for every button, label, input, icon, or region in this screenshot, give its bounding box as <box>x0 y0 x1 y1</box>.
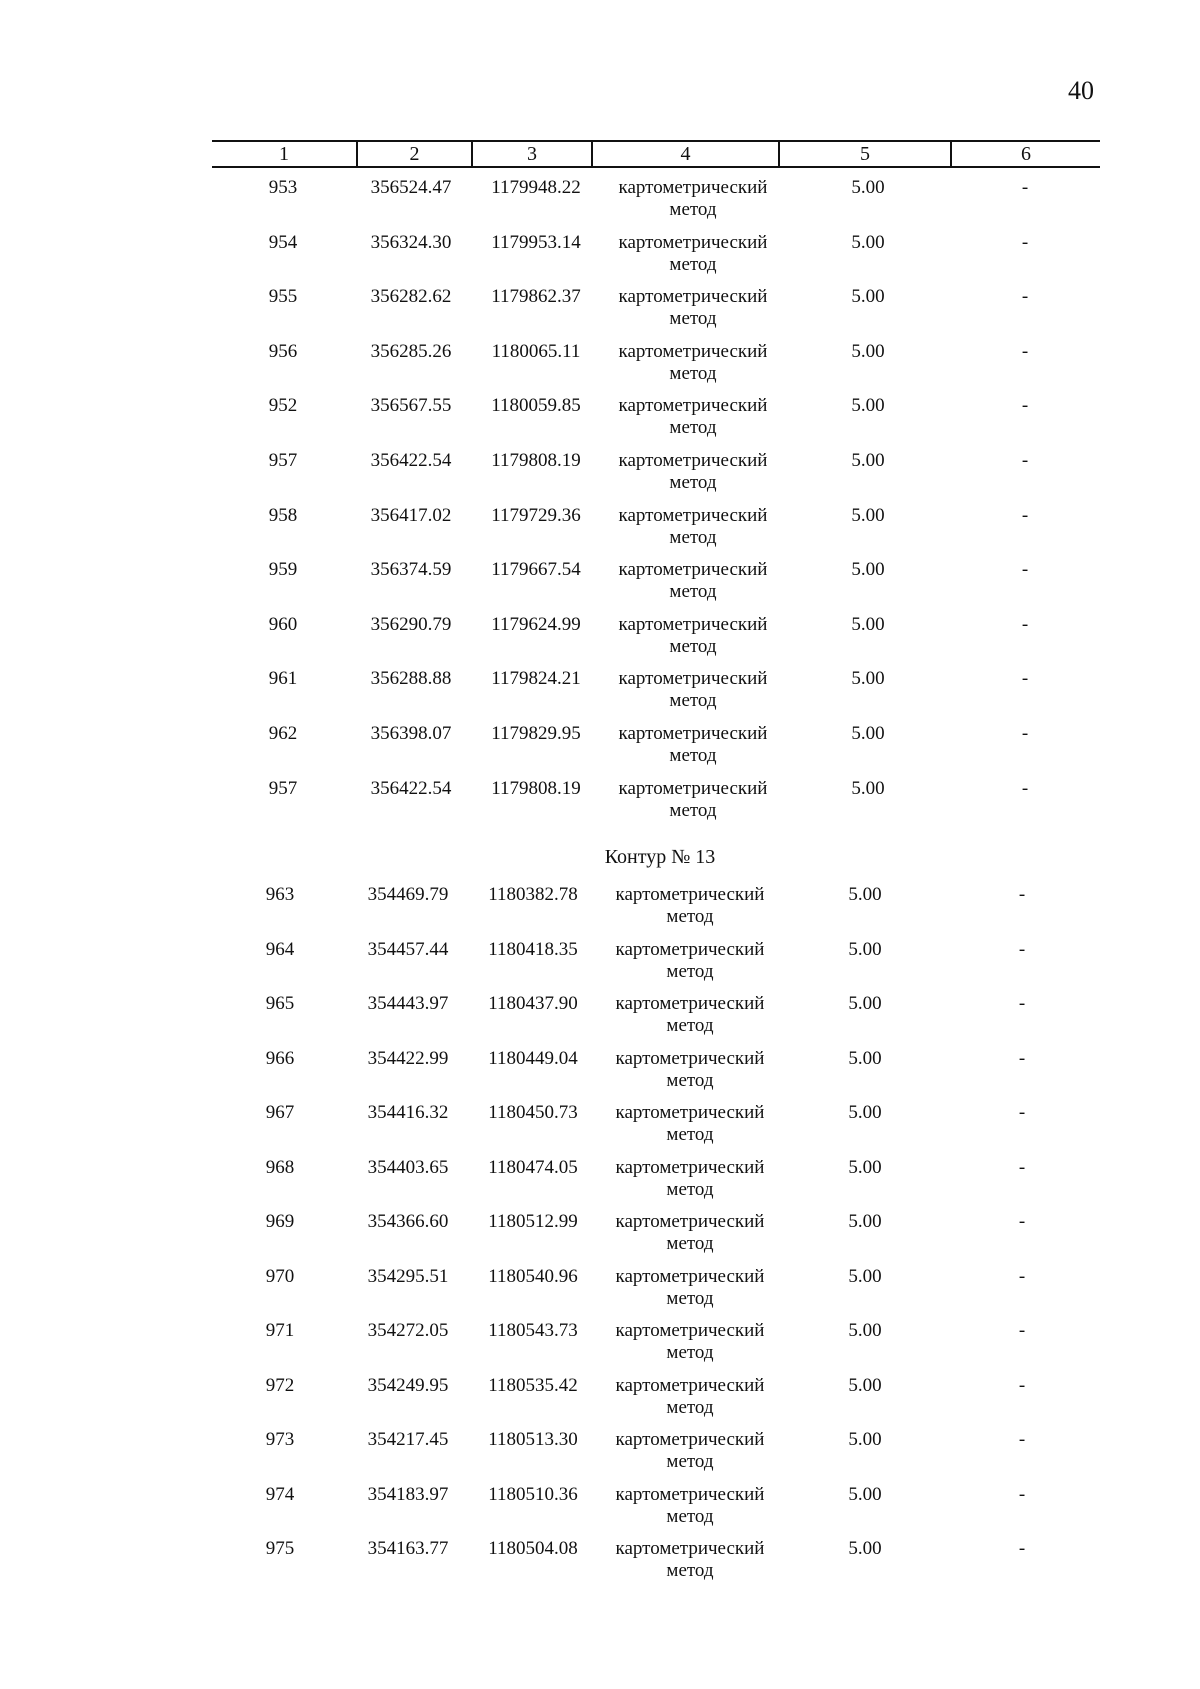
method-line-2: метод <box>669 526 717 548</box>
coord-x: 356324.30 <box>370 231 452 253</box>
point-number: 974 <box>265 1483 295 1505</box>
method-line-2: метод <box>669 799 717 821</box>
point-number: 957 <box>268 777 298 799</box>
table-row <box>0 939 1197 989</box>
precision-value: 5.00 <box>851 777 885 799</box>
method-line-2: метод <box>666 1015 714 1036</box>
table-row <box>0 1320 1197 1370</box>
coord-y: 1179624.99 <box>491 613 581 635</box>
method-cell <box>598 232 788 276</box>
note-value: - <box>1021 286 1029 308</box>
method-line-1: картометрический <box>615 1538 765 1559</box>
method-line-2: метод <box>666 1124 714 1145</box>
method-line-1: картометрический <box>615 1156 765 1178</box>
method-line-2: метод <box>666 906 714 927</box>
method-line-1: картометрический <box>615 1374 765 1396</box>
coord-x: 356374.59 <box>370 559 452 581</box>
method-cell <box>595 993 785 1037</box>
header-col-1: 1 <box>279 143 289 165</box>
table-row <box>0 1048 1197 1098</box>
coord-x: 356288.88 <box>370 668 452 690</box>
note-value: - <box>1018 1320 1026 1341</box>
point-number: 958 <box>268 504 298 526</box>
method-line-2: метод <box>666 1505 714 1527</box>
coord-y: 1180418.35 <box>488 938 578 960</box>
method-cell <box>598 341 788 385</box>
coord-y: 1179829.95 <box>491 723 581 744</box>
coord-y: 1180065.11 <box>491 340 581 362</box>
method-cell <box>598 450 788 494</box>
note-value: - <box>1021 395 1029 417</box>
note-value: - <box>1018 1374 1026 1396</box>
precision-value: 5.00 <box>851 286 885 308</box>
coord-y: 1180437.90 <box>488 993 578 1014</box>
method-cell <box>598 723 788 767</box>
table-row <box>0 723 1200 773</box>
method-line-1: картометрический <box>615 1429 765 1450</box>
precision-value: 5.00 <box>851 450 885 471</box>
point-number: 956 <box>268 340 298 362</box>
method-line-2: метод <box>669 635 717 657</box>
method-cell <box>598 286 788 330</box>
precision-value: 5.00 <box>848 1538 882 1559</box>
method-line-2: метод <box>669 472 717 493</box>
precision-value: 5.00 <box>851 340 885 362</box>
note-value: - <box>1021 504 1029 526</box>
method-line-2: метод <box>666 1069 714 1091</box>
coord-y: 1180059.85 <box>491 395 581 417</box>
coord-x: 354422.99 <box>367 1047 449 1069</box>
method-cell <box>595 1429 785 1473</box>
precision-value: 5.00 <box>848 1047 882 1069</box>
table-row <box>0 778 1200 828</box>
point-number: 961 <box>268 668 298 690</box>
note-value: - <box>1018 1483 1026 1505</box>
coord-x: 356524.47 <box>370 177 452 198</box>
header-col-2: 2 <box>409 143 420 165</box>
coord-y: 1179953.14 <box>491 231 581 253</box>
coord-y: 1180512.99 <box>488 1211 578 1232</box>
method-cell <box>595 1538 785 1582</box>
precision-value: 5.00 <box>848 1320 882 1341</box>
method-line-1: картометрический <box>618 450 768 471</box>
table-row <box>0 614 1200 664</box>
method-cell <box>598 614 788 658</box>
coord-x: 354403.65 <box>367 1156 449 1178</box>
precision-value: 5.00 <box>848 1156 882 1178</box>
note-value: - <box>1018 1211 1026 1232</box>
method-line-1: картометрический <box>618 504 768 526</box>
method-line-2: метод <box>669 199 717 220</box>
method-line-1: картометрический <box>618 340 768 362</box>
method-line-2: метод <box>669 253 717 275</box>
point-number: 971 <box>265 1320 295 1341</box>
point-number: 973 <box>265 1429 295 1450</box>
method-line-2: метод <box>666 1342 714 1363</box>
header-col-6: 6 <box>1021 143 1031 165</box>
table-row <box>0 1429 1197 1479</box>
method-line-2: метод <box>666 1451 714 1472</box>
point-number: 969 <box>265 1211 295 1232</box>
method-line-2: метод <box>669 362 717 384</box>
table-row <box>0 232 1200 282</box>
method-line-1: картометрический <box>615 1047 765 1069</box>
contour-title: Контур № 13 <box>604 846 716 868</box>
precision-value: 5.00 <box>851 504 885 526</box>
coord-y: 1179824.21 <box>491 668 581 690</box>
point-number: 965 <box>265 993 295 1014</box>
method-line-1: картометрический <box>615 1265 765 1287</box>
point-number: 960 <box>268 613 298 635</box>
table-row <box>0 1211 1197 1261</box>
precision-value: 5.00 <box>851 668 885 690</box>
note-value: - <box>1021 559 1029 581</box>
note-value: - <box>1021 177 1029 198</box>
table-row <box>0 1484 1197 1534</box>
method-line-1: картометрический <box>615 1483 765 1505</box>
method-line-2: метод <box>666 1233 714 1254</box>
point-number: 968 <box>265 1156 295 1178</box>
method-line-1: картометрический <box>618 668 768 690</box>
method-line-2: метод <box>669 690 717 712</box>
method-cell <box>598 177 788 221</box>
coord-x: 356422.54 <box>370 777 452 799</box>
method-cell <box>595 1102 785 1146</box>
method-line-2: метод <box>666 1178 714 1200</box>
method-line-1: картометрический <box>618 777 768 799</box>
method-line-1: картометрический <box>618 231 768 253</box>
coord-y: 1179808.19 <box>491 450 581 471</box>
table-row <box>0 993 1197 1043</box>
method-line-1: картометрический <box>615 1320 765 1341</box>
method-line-1: картометрический <box>618 613 768 635</box>
page-number: 40 <box>1068 76 1094 105</box>
method-line-2: метод <box>666 960 714 982</box>
method-cell <box>595 1375 785 1419</box>
method-line-2: метод <box>669 308 717 330</box>
precision-value: 5.00 <box>848 1429 882 1450</box>
point-number: 966 <box>265 1047 295 1069</box>
precision-value: 5.00 <box>851 395 885 417</box>
precision-value: 5.00 <box>848 993 882 1014</box>
method-line-1: картометрический <box>618 286 768 308</box>
coord-x: 354272.05 <box>367 1320 449 1341</box>
table-row <box>0 177 1200 227</box>
coord-x: 354469.79 <box>367 884 449 905</box>
table-row <box>0 668 1200 718</box>
method-line-1: картометрический <box>618 723 768 744</box>
coord-x: 356282.62 <box>370 286 452 308</box>
method-line-1: картометрический <box>615 993 765 1014</box>
method-line-1: картометрический <box>618 177 768 198</box>
coord-y: 1180510.36 <box>488 1483 578 1505</box>
note-value: - <box>1021 777 1029 799</box>
method-line-2: метод <box>666 1287 714 1309</box>
header-col-3: 3 <box>527 143 537 165</box>
point-number: 954 <box>268 231 298 253</box>
table-row <box>0 559 1200 609</box>
note-value: - <box>1021 231 1029 253</box>
point-number: 962 <box>268 723 298 744</box>
note-value: - <box>1021 613 1029 635</box>
coord-y: 1179808.19 <box>491 777 581 799</box>
precision-value: 5.00 <box>848 884 882 905</box>
precision-value: 5.00 <box>848 938 882 960</box>
coord-y: 1179862.37 <box>491 286 581 308</box>
method-cell <box>595 1266 785 1310</box>
method-line-2: метод <box>669 745 717 766</box>
point-number: 963 <box>265 884 295 905</box>
method-line-2: метод <box>666 1560 714 1581</box>
coord-x: 354217.45 <box>367 1429 449 1450</box>
coord-y: 1179667.54 <box>491 559 581 581</box>
coord-y: 1180535.42 <box>488 1374 578 1396</box>
method-line-1: картометрический <box>618 559 768 581</box>
note-value: - <box>1018 938 1026 960</box>
point-number: 970 <box>265 1265 295 1287</box>
note-value: - <box>1021 340 1029 362</box>
method-cell <box>595 884 785 928</box>
precision-value: 5.00 <box>848 1211 882 1232</box>
note-value: - <box>1021 668 1029 690</box>
point-number: 957 <box>268 450 298 471</box>
note-value: - <box>1018 1429 1026 1450</box>
precision-value: 5.00 <box>851 177 885 198</box>
coord-y: 1179729.36 <box>491 504 581 526</box>
note-value: - <box>1018 1156 1026 1178</box>
table-row <box>0 884 1197 934</box>
note-value: - <box>1018 1102 1026 1123</box>
precision-value: 5.00 <box>851 723 885 744</box>
note-value: - <box>1018 884 1026 905</box>
method-line-1: картометрический <box>615 1211 765 1232</box>
note-value: - <box>1018 1265 1026 1287</box>
point-number: 959 <box>268 559 298 581</box>
precision-value: 5.00 <box>851 231 885 253</box>
note-value: - <box>1018 993 1026 1014</box>
coord-x: 354366.60 <box>367 1211 449 1232</box>
point-number: 964 <box>265 938 295 960</box>
precision-value: 5.00 <box>848 1102 882 1123</box>
table-row <box>0 1157 1197 1207</box>
coord-y: 1179948.22 <box>491 177 581 198</box>
coord-x: 354249.95 <box>367 1374 449 1396</box>
coord-x: 356422.54 <box>370 450 452 471</box>
table-row <box>0 395 1200 445</box>
method-cell <box>598 668 788 712</box>
point-number: 975 <box>265 1538 295 1559</box>
note-value: - <box>1021 723 1029 744</box>
method-line-2: метод <box>669 417 717 439</box>
coord-x: 354457.44 <box>367 938 449 960</box>
coord-x: 354443.97 <box>367 993 449 1014</box>
point-number: 967 <box>265 1102 295 1123</box>
coord-y: 1180540.96 <box>488 1265 578 1287</box>
coord-y: 1180382.78 <box>488 884 578 905</box>
method-cell <box>595 1320 785 1364</box>
header-col-5: 5 <box>860 143 870 165</box>
table-row <box>0 1375 1197 1425</box>
method-cell <box>595 1157 785 1201</box>
coord-y: 1180513.30 <box>488 1429 578 1450</box>
header-col-4: 4 <box>680 143 691 165</box>
coord-x: 354416.32 <box>367 1102 449 1123</box>
method-line-2: метод <box>669 581 717 603</box>
coord-y: 1180543.73 <box>488 1320 578 1341</box>
method-cell <box>598 395 788 439</box>
point-number: 972 <box>265 1374 295 1396</box>
table-row <box>0 341 1200 391</box>
point-number: 953 <box>268 177 298 198</box>
precision-value: 5.00 <box>848 1374 882 1396</box>
coord-y: 1180474.05 <box>488 1156 578 1178</box>
method-line-1: картометрический <box>615 1102 765 1123</box>
point-number: 955 <box>268 286 298 308</box>
method-line-1: картометрический <box>615 884 765 905</box>
table-row <box>0 286 1200 336</box>
coord-x: 356290.79 <box>370 613 452 635</box>
table-row <box>0 1538 1197 1588</box>
method-cell <box>595 939 785 983</box>
method-cell <box>598 505 788 549</box>
method-line-1: картометрический <box>618 395 768 417</box>
coord-x: 354295.51 <box>367 1265 449 1287</box>
precision-value: 5.00 <box>848 1265 882 1287</box>
method-cell <box>595 1048 785 1092</box>
table-row <box>0 1266 1197 1316</box>
coord-x: 354183.97 <box>367 1483 449 1505</box>
coord-y: 1180504.08 <box>488 1538 578 1559</box>
table-row <box>0 505 1200 555</box>
coord-y: 1180449.04 <box>488 1047 578 1069</box>
method-line-1: картометрический <box>615 938 765 960</box>
coord-x: 354163.77 <box>367 1538 449 1559</box>
method-cell <box>595 1484 785 1528</box>
coord-x: 356567.55 <box>370 395 452 417</box>
coord-x: 356417.02 <box>370 504 452 526</box>
note-value: - <box>1018 1047 1026 1069</box>
method-cell <box>598 778 788 822</box>
table-row <box>0 450 1200 500</box>
coord-x: 356398.07 <box>370 723 452 744</box>
coord-x: 356285.26 <box>370 340 452 362</box>
precision-value: 5.00 <box>851 613 885 635</box>
coord-y: 1180450.73 <box>488 1102 578 1123</box>
method-line-2: метод <box>666 1396 714 1418</box>
precision-value: 5.00 <box>848 1483 882 1505</box>
note-value: - <box>1018 1538 1026 1559</box>
point-number: 952 <box>268 395 298 417</box>
method-cell <box>595 1211 785 1255</box>
note-value: - <box>1021 450 1029 471</box>
table-row <box>0 1102 1197 1152</box>
precision-value: 5.00 <box>851 559 885 581</box>
method-cell <box>598 559 788 603</box>
